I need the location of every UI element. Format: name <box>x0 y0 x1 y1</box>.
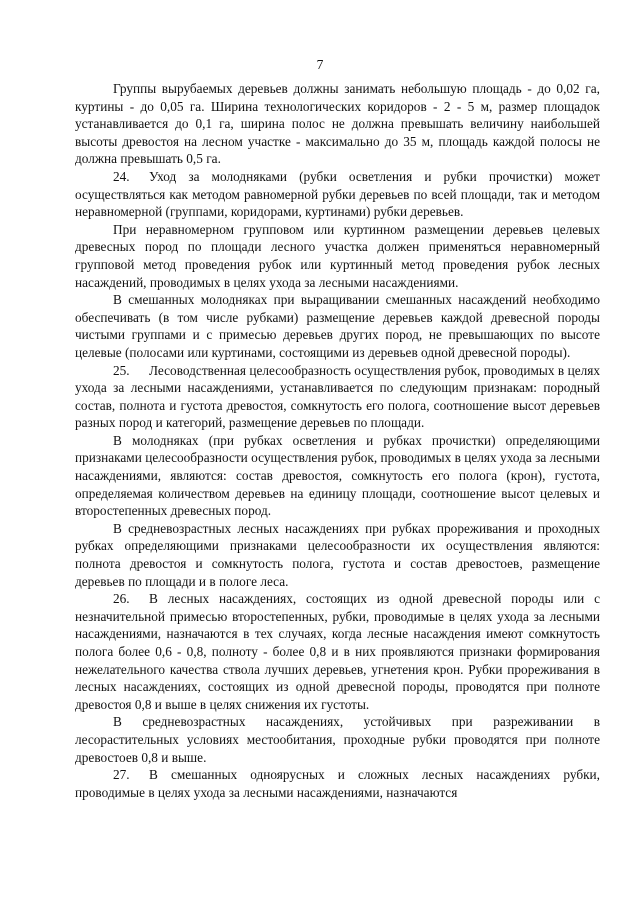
paragraph-7-text: В средневозрастных лесных насаждениях при рубках прореживания и проходных рубках определяющими признаками целесообразности их осуществления являются: полнота древостоя и сомкнутость полога, густота и состав древостоев, размещение деревьев по площади и в пологе леса. <box>75 520 600 589</box>
clause-number-26: 26. <box>113 591 130 607</box>
paragraph-27 <box>75 766 600 801</box>
paragraph-7 <box>75 520 600 590</box>
paragraph-9 <box>75 713 600 766</box>
clause-number-25: 25. <box>113 362 130 378</box>
page-number: 7 <box>316 57 324 72</box>
paragraph-24-text: Уход за молодняками (рубки осветления и рубки прочистки) может осуществляться как методом равномерной рубки деревьев по всей площади, так и методом неравномерной (группами, коридорами, куртинами) рубки деревьев. <box>75 168 600 220</box>
paragraph-1 <box>75 80 600 168</box>
clause-number-27: 27. <box>113 767 130 783</box>
paragraph-6-text: В молодняках (при рубках осветления и рубках прочистки) определяющими признаками целесообразности осуществления рубок, проводимых в целях ухода за лесными насаждениями, являются: состав древостоя, сомкнутость его полога (крон), густота, определяемая количеством деревьев на единицу площади, соотношение высот целевых и второстепенных древесных пород. <box>75 432 600 519</box>
paragraph-26 <box>75 590 600 713</box>
paragraph-3 <box>75 221 600 291</box>
paragraph-24 <box>75 168 600 221</box>
paragraph-4 <box>75 291 600 361</box>
clause-number-24: 24. <box>113 168 130 184</box>
paragraph-3-text: При неравномерном групповом или куртинном размещении деревьев целевых древесных пород по площади лесного участка должен применяться неравномерный групповой метод проведения рубок или куртинный метод проведения рубок лесных насаждений, проводимых в целях ухода за лесными насаждениями. <box>75 221 600 290</box>
paragraph-9-text: В средневозрастных насаждениях, устойчивых при разреживании в лесорастительных условиях местообитания, проходные рубки проводятся при полноте древостоев 0,8 и выше. <box>75 714 600 765</box>
paragraph-27-text: В смешанных одноярусных и сложных лесных насаждениях рубки, проводимые в целях ухода за лесными насаждениями, назначаются <box>75 767 600 800</box>
paragraph-4-text: В смешанных молодняках при выращивании смешанных насаждений необходимо обеспечивать (в том числе рубками) размещение деревьев каждой древесной породы чистыми группами и с примесью деревьев других пород, не превышающих по высоте целевые (полосами или куртинами, состоящими из деревьев одной древесной породы). <box>75 292 600 360</box>
paragraph-1-text: Группы вырубаемых деревьев должны занимать небольшую площадь - до 0,02 га, куртины - до 0,05 га. Ширина технологических коридоров - 2 - 5 м, размер площадок устанавливается до 0,1 га, ширина полос не должна превышать величину наибольшей высоты древостоя на лесном участке - максимально до 35 м, площадь каждой полосы не должна превышать 0,5 га. <box>75 81 600 167</box>
document-body <box>75 80 600 801</box>
paragraph-25-text: Лесоводственная целесообразность осуществления рубок, проводимых в целях ухода за лесными насаждениями, устанавливается по следующим признакам: породный состав, полнота и густота древостоя, сомкнутость его полога, соотношение высот деревьев разных пород и категорий, размещение деревьев по площади. <box>75 362 600 431</box>
paragraph-6 <box>75 432 600 520</box>
paragraph-26-text: В лесных насаждениях, состоящих из одной древесной породы или с незначительной примесью второстепенных, рубки, проводимые в целях ухода за лесными насаждениями, назначаются в тех случаях, когда лесные насаждения имеют сомкнутость полога более 0,6 - 0,8, полноту - более 0,8 и в них проявляются признаки формирования нежелательного качества ствола лучших деревьев, угнетения крон. Рубки прореживания в лесных насаждениях, состоящих из одной древесной породы, проводятся при полноте древостоя 0,8 и выше в целях снижения их густоты. <box>75 591 600 712</box>
paragraph-25 <box>75 362 600 432</box>
